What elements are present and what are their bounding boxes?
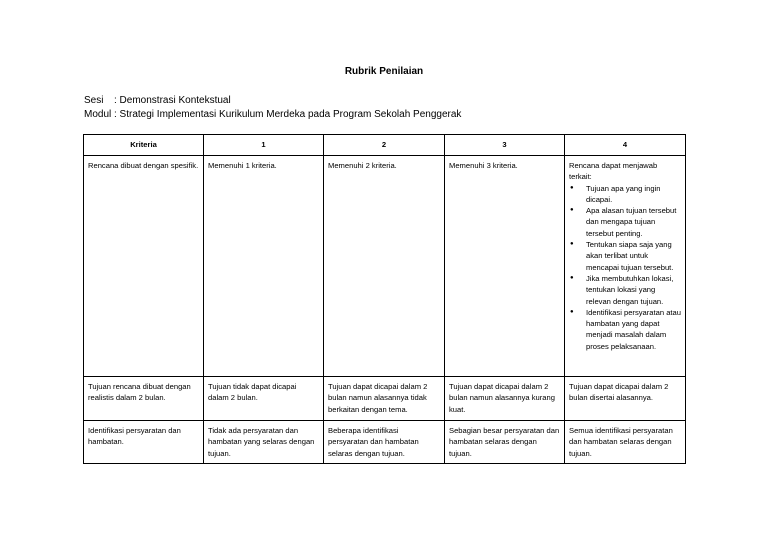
cell-score-4: Semua identifikasi persyaratan dan hambatan selaras dengan tujuan. bbox=[565, 421, 686, 464]
header-score-2: 2 bbox=[324, 135, 445, 156]
cell-score-3: Memenuhi 3 kriteria. bbox=[445, 156, 565, 377]
cell-kriteria: Identifikasi persyaratan dan hambatan. bbox=[84, 421, 204, 464]
header-score-4: 4 bbox=[565, 135, 686, 156]
cell-score-4: Tujuan dapat dicapai dalam 2 bulan disertai alasannya. bbox=[565, 377, 686, 421]
sesi-line bbox=[84, 94, 231, 108]
header-score-3: 3 bbox=[445, 135, 565, 156]
header-kriteria: Kriteria bbox=[84, 135, 204, 156]
list-item: ● Tujuan apa yang ingin dicapai. bbox=[583, 183, 681, 206]
cell-score-3: Tujuan dapat dicapai dalam 2 bulan namun alasannya kurang kuat. bbox=[445, 377, 565, 421]
cell-score-1: Tujuan tidak dapat dicapai dalam 2 bulan. bbox=[204, 377, 324, 421]
modul-label: Modul bbox=[84, 109, 112, 120]
page-title: Rubrik Penilaian bbox=[344, 66, 424, 77]
table-header-row bbox=[84, 135, 686, 156]
list-item: ● Tentukan siapa saja yang akan terlibat untuk mencapai tujuan tersebut. bbox=[583, 239, 681, 273]
cell-score-2: Beberapa identifikasi persyaratan dan hambatan selaras dengan tujuan. bbox=[324, 421, 445, 464]
cell-score-2: Tujuan dapat dicapai dalam 2 bulan namun alasannya tidak berkaitan dengan tema. bbox=[324, 377, 445, 421]
list-item: ● Identifikasi persyaratan atau hambatan yang dapat menjadi masalah dalam proses pelaksanaan. bbox=[583, 307, 681, 352]
score-4-list bbox=[569, 183, 681, 352]
cell-score-2: Memenuhi 2 kriteria. bbox=[324, 156, 445, 377]
sesi-label: Sesi bbox=[84, 95, 104, 106]
cell-score-4 bbox=[565, 156, 686, 377]
cell-score-1: Tidak ada persyaratan dan hambatan yang selaras dengan tujuan. bbox=[204, 421, 324, 464]
cell-score-3: Sebagian besar persyaratan dan hambatan selaras dengan tujuan. bbox=[445, 421, 565, 464]
list-item: ● Apa alasan tujuan tersebut dan mengapa tujuan tersebut penting. bbox=[583, 205, 681, 239]
score-4-intro: Rencana dapat menjawab terkait: bbox=[569, 161, 658, 182]
modul-line bbox=[84, 108, 461, 122]
list-item: ● Jika membutuhkan lokasi, tentukan lokasi yang relevan dengan tujuan. bbox=[583, 273, 681, 307]
table-row bbox=[84, 421, 686, 464]
rubric-table bbox=[83, 134, 686, 464]
table-row bbox=[84, 377, 686, 421]
cell-kriteria: Rencana dibuat dengan spesifik. bbox=[84, 156, 204, 377]
sesi-value: : Demonstrasi Kontekstual bbox=[114, 95, 231, 106]
table-row bbox=[84, 156, 686, 377]
modul-value: : Strategi Implementasi Kurikulum Merdeka pada Program Sekolah Penggerak bbox=[114, 109, 462, 120]
cell-kriteria: Tujuan rencana dibuat dengan realistis dalam 2 bulan. bbox=[84, 377, 204, 421]
header-score-1: 1 bbox=[204, 135, 324, 156]
cell-score-1: Memenuhi 1 kriteria. bbox=[204, 156, 324, 377]
